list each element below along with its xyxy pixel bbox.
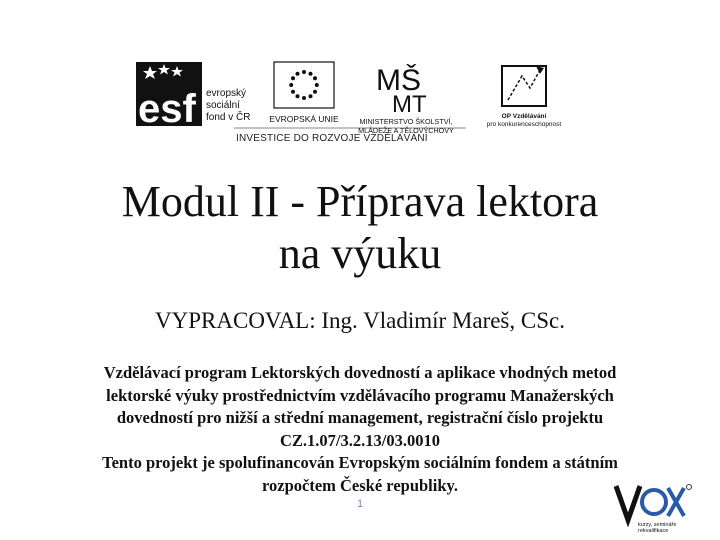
description-line: rozpočtem České republiky. <box>261 475 458 495</box>
op-label-1: OP Vzdělávání <box>501 113 547 120</box>
eu-flag-logo <box>269 62 339 124</box>
esf-text-1: evropský <box>206 88 247 99</box>
investment-tagline: INVESTICE DO ROZVOJE VZDĚLÁVÁNÍ <box>236 133 428 144</box>
slide-title-line-2: na výuku <box>278 229 442 278</box>
page-number: 1 <box>356 498 364 510</box>
esf-text-2: sociální <box>206 100 240 111</box>
vox-v-icon <box>616 486 640 520</box>
slide-title-line-1: Modul II - Příprava lektora <box>121 177 599 226</box>
description-line: CZ.1.07/3.2.13/03.0010 <box>280 430 440 450</box>
vox-logo <box>612 480 694 534</box>
description-line: lektorské výuky prostřednictvím vzdělávacího programu Manažerských <box>106 385 614 405</box>
msmt-label-2: MLÁDEŽE A TĚLOVÝCHOVY <box>358 126 454 135</box>
vox-o-icon <box>642 490 666 514</box>
msmt-label-1: MINISTERSTVO ŠKOLSTVÍ, <box>359 117 453 126</box>
description-line: dovedností pro nižší a střední management, registrační číslo projektu <box>116 408 604 427</box>
op-label-2: pro konkurenceschopnost <box>486 121 562 128</box>
author-line: VYPRACOVAL: Ing. Vladimír Mareš, CSc. <box>155 308 565 333</box>
eu-label: EVROPSKÁ UNIE <box>269 114 339 124</box>
esf-wordmark: esf <box>138 87 196 131</box>
msmt-logo <box>358 63 454 135</box>
slide-title <box>60 176 660 280</box>
vox-x-icon <box>668 488 684 516</box>
description-line: Vzdělávací program Lektorských dovedností a aplikace vhodných metod <box>103 363 617 382</box>
esf-logo <box>136 62 250 131</box>
op-vk-logo <box>487 66 562 128</box>
esf-text-3: fond v ČR <box>206 112 251 123</box>
vox-subtitle-2: rekvalifikace <box>638 528 669 534</box>
msmt-mark-icon-2: MT <box>392 91 427 118</box>
project-description <box>70 362 650 497</box>
description-line: Tento projekt je spolufinancován Evropským sociálním fondem a státním <box>102 453 618 472</box>
msmt-mark-icon: MŠ <box>376 64 421 97</box>
vox-subtitle-1: kurzy, semináře <box>638 522 677 528</box>
